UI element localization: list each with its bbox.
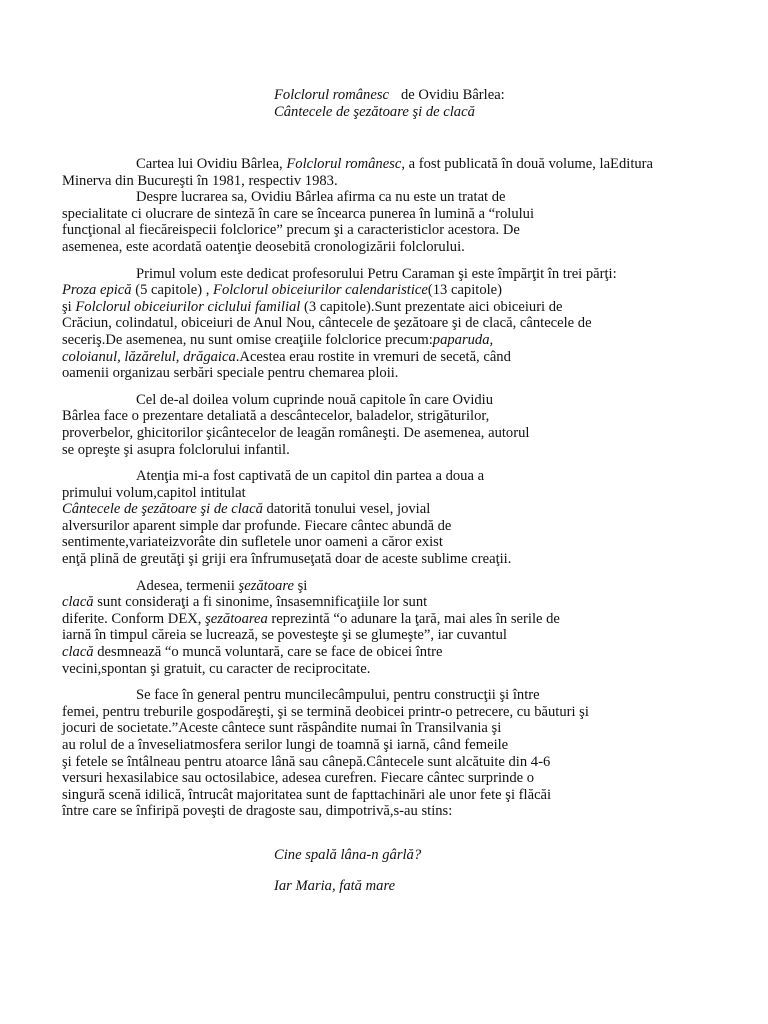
text-line — [62, 408, 674, 425]
text-run: reprezintă “o adunare la ţară, mai ales în serile de — [267, 610, 560, 627]
text-run: paparuda, — [432, 331, 494, 348]
text-run: clacă — [62, 644, 94, 661]
text-run: Atenţia mi-a fost captivată de un capitol din partea a doua a — [136, 468, 485, 485]
text-line — [62, 720, 674, 737]
text-run: singură scenă idilică, întrucât majoritatea sunt de fapttachinări ale unor fete şi flăcăi — [62, 786, 552, 803]
document-title — [274, 87, 694, 104]
text-line — [62, 365, 674, 382]
text-run: coloianul, lăzărelul, drăgaica — [62, 348, 236, 365]
text-line — [62, 299, 674, 316]
text-run: Minerva din Bucureşti în 1981, respectiv 1983. — [62, 172, 338, 189]
text-line — [62, 239, 674, 256]
text-line — [62, 594, 674, 611]
text-run: şezătoarea — [205, 610, 268, 627]
document-title-block — [274, 87, 694, 120]
text-line — [62, 737, 674, 754]
text-line — [62, 501, 674, 518]
book-title: Folclorul românesc — [274, 87, 389, 103]
text-line — [62, 189, 674, 206]
text-line — [62, 687, 674, 704]
paragraph — [62, 266, 674, 382]
text-run: Bârlea face o prezentare detaliată a descântecelor, baladelor, strigăturilor, — [62, 408, 490, 425]
text-run: clacă — [62, 594, 94, 611]
text-run: şi — [62, 298, 76, 315]
verse-line: Cine spală lâna-n gârlă? — [274, 847, 422, 863]
text-run: şezătoare — [238, 577, 294, 594]
text-line — [62, 485, 674, 502]
document-body — [62, 156, 674, 820]
text-run: (3 capitole).Sunt prezentate aici obiceiuri de — [300, 298, 563, 315]
text-run: Folclorul obiceiurilor calendaristice — [213, 282, 428, 299]
text-run: Cântecele de şezătoare şi de clacă — [62, 501, 263, 518]
text-run: , a fost publicată în două volume, laEditura — [401, 156, 654, 172]
text-line — [62, 518, 674, 535]
text-run: iarnă în timpul căreia se lucrează, se povesteşte şi se glumeşte”, iar cuvantul — [62, 627, 507, 644]
text-line — [62, 206, 674, 223]
text-line — [62, 661, 674, 678]
paragraph — [62, 578, 674, 678]
text-run: sentimente,variateizvorâte din sufletele unor oameni a căror exist — [62, 534, 443, 551]
text-run: oamenii organizau serbări speciale pentru chemarea ploii. — [62, 365, 399, 382]
text-run: Cel de-al doilea volum cuprinde nouă capitole în care Ovidiu — [136, 391, 494, 408]
text-run: diferite. Conform DEX, — [62, 610, 206, 627]
text-line — [62, 156, 674, 173]
text-line — [62, 803, 674, 820]
text-run: se opreşte şi asupra folclorului infantil. — [62, 441, 290, 458]
paragraph — [62, 392, 674, 458]
text-line — [62, 173, 674, 190]
text-run: Despre lucrarea sa, Ovidiu Bârlea afirma ca nu este un tratat de — [136, 189, 506, 206]
text-run: (13 capitole) — [427, 282, 503, 299]
text-line — [62, 468, 674, 485]
text-line — [62, 266, 674, 283]
text-run: Primul volum este dedicat profesorului Petru Caraman şi este împărţit în trei părţi: — [136, 265, 617, 282]
text-line — [62, 332, 674, 349]
text-run: Se face în general pentru muncilecâmpului, pentru construcţii şi între — [136, 687, 540, 704]
text-run: alversurilor aparent simple dar profunde. Fiecare cântec abundă de — [62, 517, 452, 534]
text-line — [62, 315, 674, 332]
text-run: şi fetele se întâlneau pentru atoarce lână sau cânepă.Cântecele sunt alcătuite din 4-6 — [62, 753, 551, 770]
text-run: Cartea lui Ovidiu Bârlea, — [136, 156, 287, 172]
document-subtitle: Cântecele de şezătoare şi de clacă — [274, 103, 475, 120]
text-run: proverbelor, ghicitorilor şicântecelor de leagăn româneşti. De asemenea, autorul — [62, 424, 530, 441]
text-run: (5 capitole) , — [131, 282, 214, 299]
text-run: funcţional al fiecăreispecii folclorice” precum şi a caracteristiclor acestora. De — [62, 222, 520, 239]
text-run: vecini,spontan şi gratuit, cu caracter de reciprocitate. — [62, 660, 371, 677]
paragraph — [62, 468, 674, 568]
text-line — [62, 578, 674, 595]
text-run: Folclorul obiceiurilor ciclului familial — [75, 298, 301, 315]
text-run: Proza epică — [62, 282, 132, 299]
text-line — [62, 627, 674, 644]
text-line — [62, 442, 674, 459]
text-run: desmnează “o muncă voluntară, care se face de obicei între — [93, 644, 443, 661]
text-run: primului volum,capitol intitulat — [62, 484, 246, 501]
text-line — [62, 425, 674, 442]
text-run: sunt consideraţi a fi sinonime, însasemnificaţiile lor sunt — [93, 594, 428, 611]
text-line — [62, 770, 674, 787]
verse-line: Iar Maria, fată mare — [274, 878, 396, 894]
text-run: versuri hexasilabice sau octosilabice, adesea curefren. Fiecare cântec surprinde o — [62, 770, 535, 787]
text-line — [62, 349, 674, 366]
text-run: specialitate ci olucrare de sinteză în care se încearca punerea în lumină a “rolului — [62, 205, 535, 222]
text-line — [62, 704, 674, 721]
text-line — [62, 754, 674, 771]
text-run: Crăciun, colindatul, obiceiuri de Anul Nou, cântecele de şezătoare şi de clacă, cântecele de — [62, 315, 592, 332]
text-line — [62, 551, 674, 568]
text-run: datorită tonului vesel, jovial — [262, 501, 431, 518]
text-line — [62, 644, 674, 661]
text-line — [62, 282, 674, 299]
text-run: au rolul de a înveseliatmosfera serilor lungi de toamnă şi iarnă, când femeile — [62, 737, 509, 753]
text-run: Folclorul românesc — [286, 156, 402, 172]
text-line — [62, 534, 674, 551]
text-line — [62, 787, 674, 804]
text-run: asemenea, este acordată oatenţie deosebită cronologizării folclorului. — [62, 238, 465, 255]
text-run: Adesea, termenii — [136, 577, 239, 594]
book-author: de Ovidiu Bârlea: — [400, 87, 505, 103]
text-run: .Acestea erau rostite in vremuri de secetă, când — [235, 348, 511, 365]
text-run: femei, pentru treburile gospodăreşti, şi se termină deobicei printr-o petrecere, cu băuturi şi — [62, 703, 589, 720]
text-run: jocuri de societate.”Aceste cântece sunt răspândite numai în Transilvania şi — [62, 720, 502, 737]
text-run: între care se înfiripă poveşti de dragoste sau, dimpotrivă,s-au stins: — [62, 803, 453, 820]
paragraph — [62, 156, 674, 256]
text-line — [62, 222, 674, 239]
text-run: seceriş.De asemenea, nu sunt omise creaţiile folclorice precum: — [62, 331, 433, 348]
text-run: şi — [293, 577, 308, 594]
text-run: enţă plină de greutăţi şi griji era înfrumuseţată doar de aceste sublime creaţii. — [62, 551, 512, 568]
text-line — [62, 392, 674, 409]
text-line — [62, 611, 674, 628]
paragraph — [62, 687, 674, 820]
